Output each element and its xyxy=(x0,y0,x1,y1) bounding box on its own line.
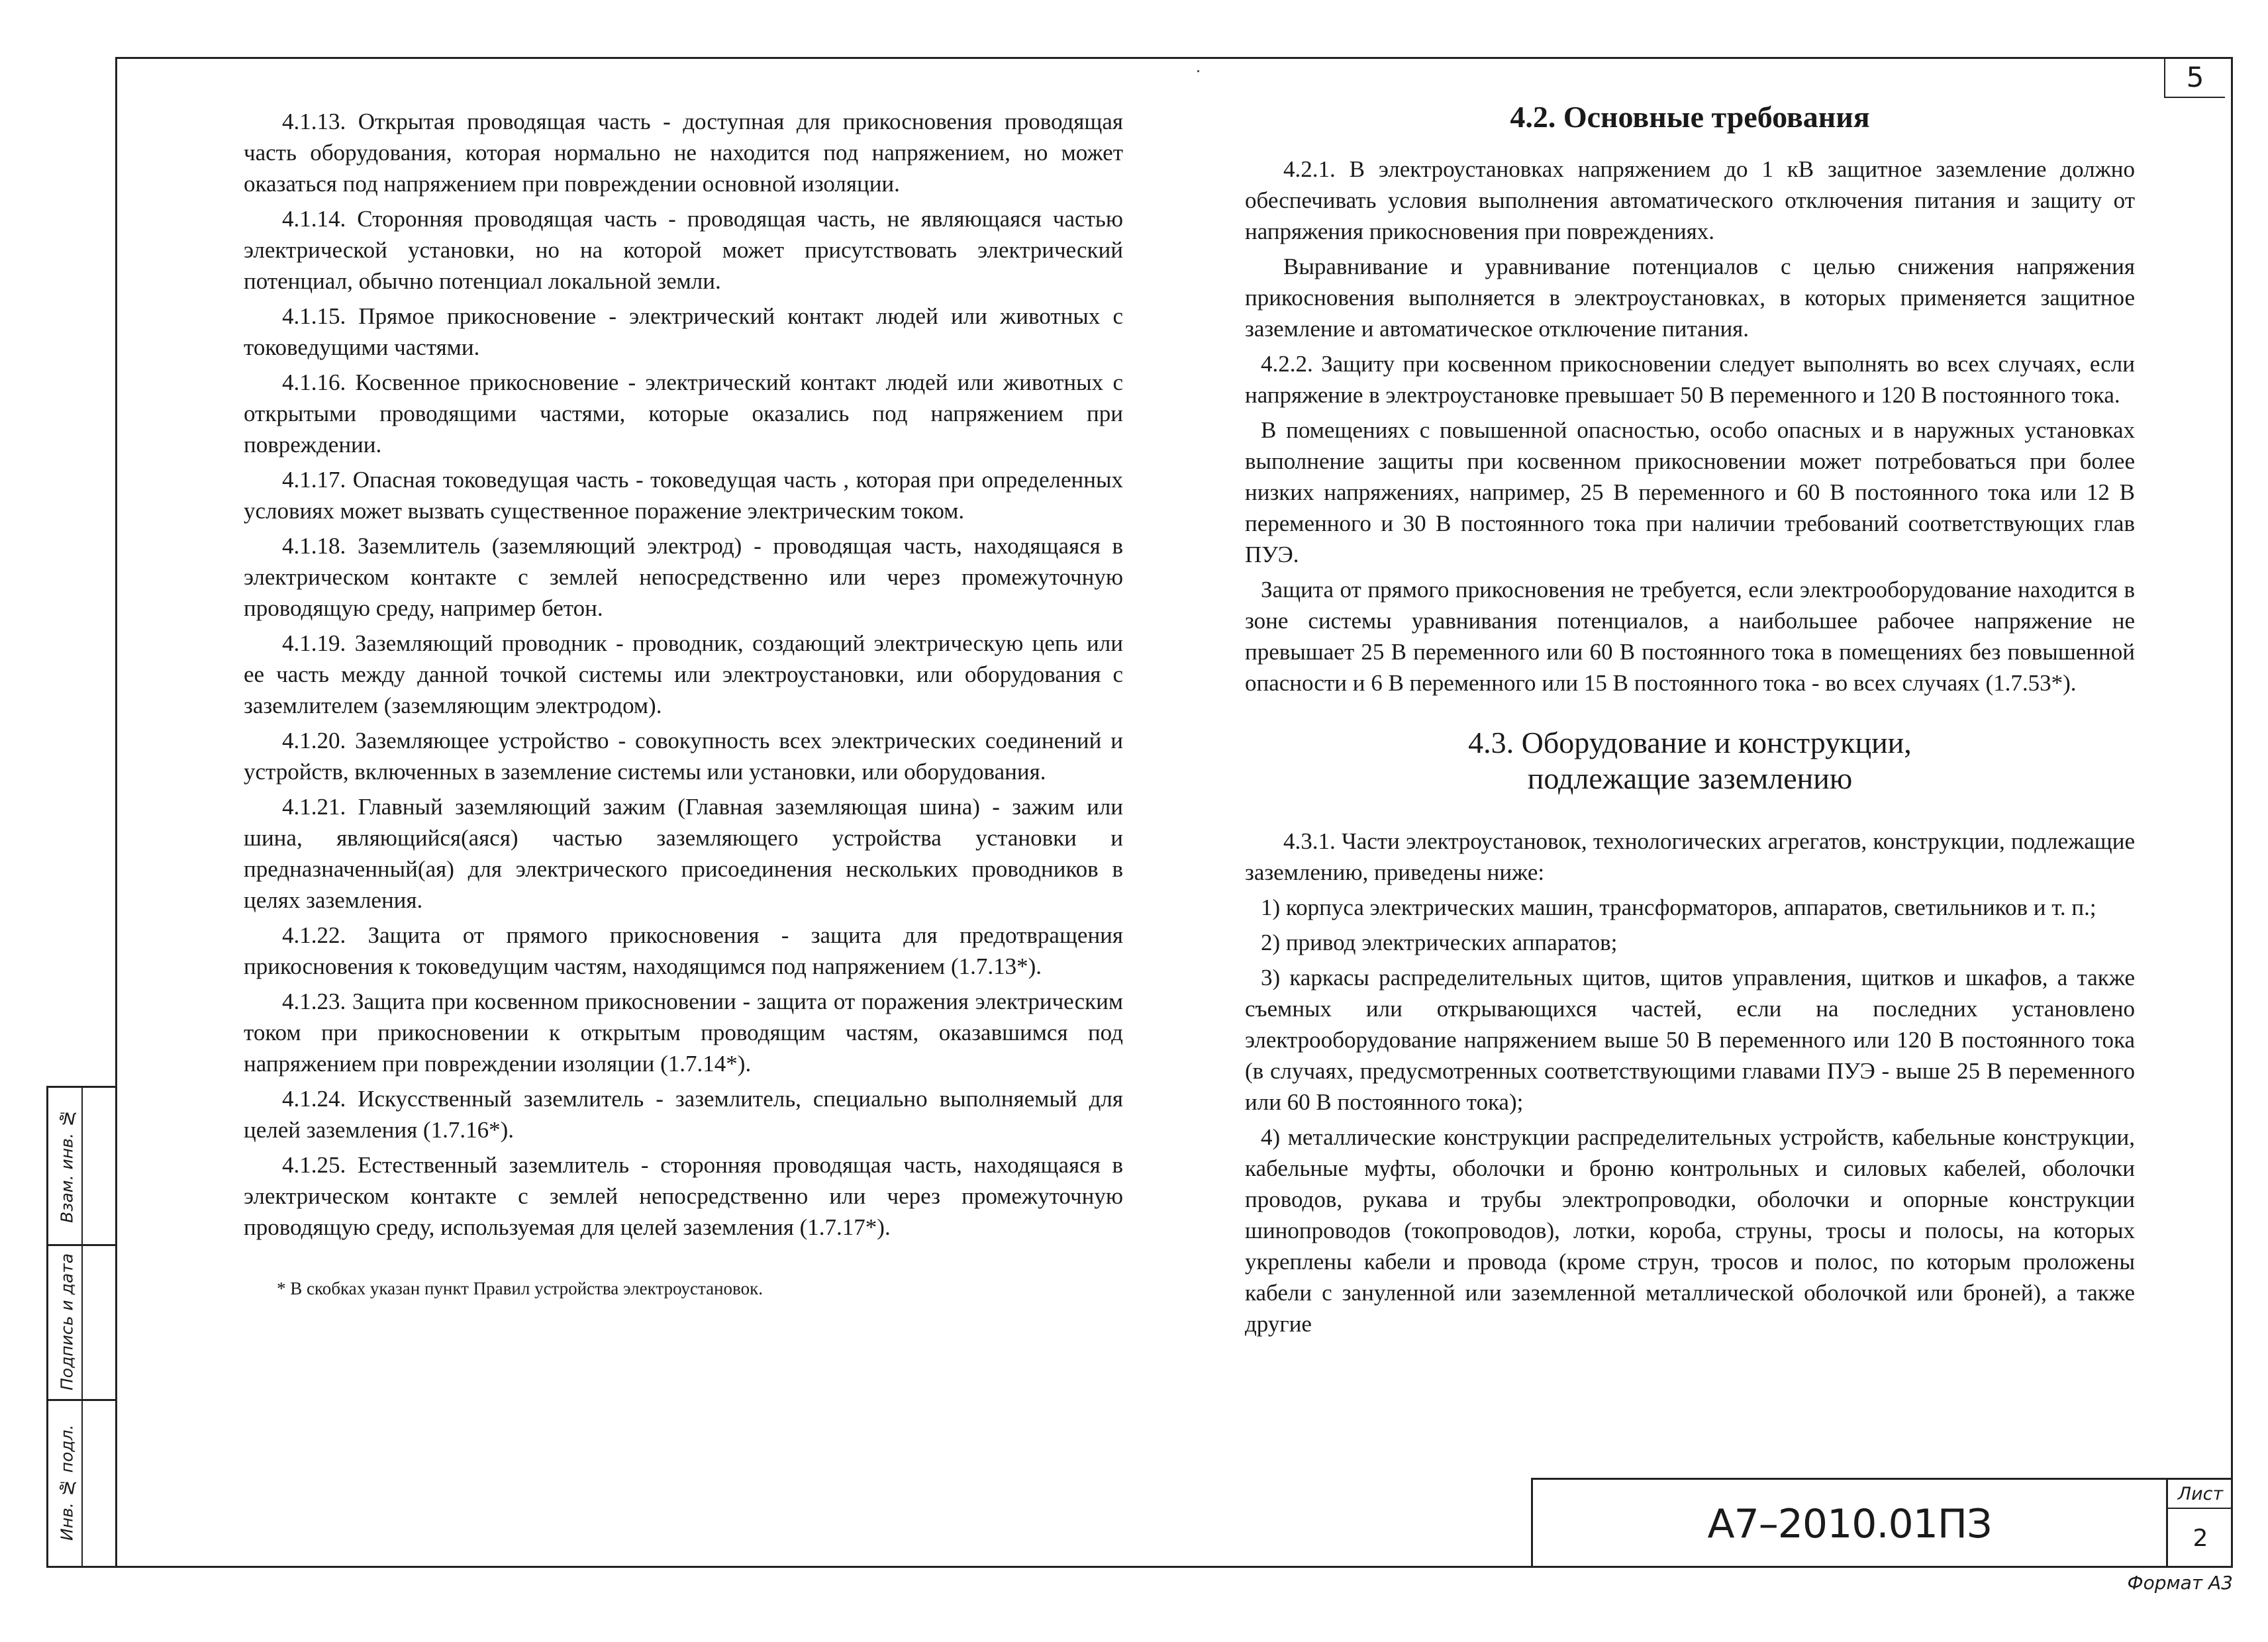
sheet-number-top: 5 xyxy=(2164,57,2225,98)
definition-paragraph: 4.1.22. Защита от прямого прикосновения - защита для предотвращения прикосновения к токоведущим частям, находящимся под напряжением (1.7.13*). xyxy=(244,922,1123,979)
definition-paragraph: 4.1.24. Искусственный заземлитель - заземлитель, специально выполняемый для целей заземления (1.7.16*). xyxy=(244,1086,1123,1143)
definition-paragraph: 4.1.13. Открытая проводящая часть - доступная для прикосновения проводящая часть оборудования, которая нормально не находится под напряжением, но может оказаться под напряжением при повреждении основной изоляции. xyxy=(244,109,1123,197)
stamp-inventory-label: Инв. № подл. xyxy=(57,1424,77,1541)
title-block xyxy=(1531,1478,2233,1568)
section-4-3-heading-line1: 4.3. Оборудование и конструкции, xyxy=(1468,726,1912,759)
definition-paragraph: 4.1.20. Заземляющее устройство - совокупность всех электрических соединений и устройств, включенных в заземление системы или установки, или оборудования. xyxy=(244,728,1123,785)
left-column xyxy=(244,106,1123,1300)
format-label: Формат А3 xyxy=(2127,1572,2233,1594)
side-stamp xyxy=(46,1086,115,1568)
scan-mark xyxy=(1197,70,1199,72)
definition-paragraph: 4.1.23. Защита при косвенном прикосновении - защита от поражения электрическим током при прикосновении к открытым проводящим частям, оказавшимся под напряжением при повреждении изоляции (1.7.14*). xyxy=(244,989,1123,1077)
equipment-list-item: 2) привод электрических аппаратов; xyxy=(1261,930,1618,955)
stamp-vzam-label: Взам. инв. № xyxy=(57,1108,77,1224)
sheet-value: 2 xyxy=(2166,1509,2233,1568)
equipment-list-item: 1) корпуса электрических машин, трансформаторов, аппаратов, светильников и т. п.; xyxy=(1261,894,2096,920)
definition-paragraph: 4.1.18. Заземлитель (заземляющий электрод) - проводящая часть, находящаяся в электрическом контакте с землей непосредственно или через промежуточную проводящую среду, например бетон. xyxy=(244,533,1123,621)
definition-paragraph: 4.1.15. Прямое прикосновение - электрический контакт людей или животных с токоведущими частями. xyxy=(244,303,1123,360)
requirement-paragraph: 4.2.1. В электроустановках напряжением до 1 кВ защитное заземление должно обеспечивать условия выполнения автоматического отключения питания и защиту от напряжения прикосновения при повреждениях. xyxy=(1245,156,2135,244)
section-4-3-heading-line2: подлежащие заземлению xyxy=(1527,761,1853,795)
requirement-paragraph: Защита от прямого прикосновения не требуется, если электрооборудование находится в зоне системы уравнивания потенциалов, а наибольшее рабочее напряжение не превышает 25 В переменного или 60 В постоянного тока в помещениях без повышенной опасности и 6 В переменного или 15 В постоянного тока - во всех случаях (1.7.53*). xyxy=(1245,577,2135,696)
definition-paragraph: 4.1.17. Опасная токоведущая часть - токоведущая часть , которая при определенных условиях может вызвать существенное поражение электрическим током. xyxy=(244,467,1123,524)
section-4-3-heading xyxy=(1245,725,2135,797)
requirement-paragraph: В помещениях с повышенной опасностью, особо опасных и в наружных установках выполнение защиты при косвенном прикосновении может потребоваться при более низких напряжениях, например, 25 В переменного и 60 В постоянного тока или 12 В переменного и 30 В постоянного тока при наличии требований соответствующих глав ПУЭ. xyxy=(1245,417,2135,567)
definition-paragraph: 4.1.14. Сторонняя проводящая часть - проводящая часть, не являющаяся частью электрической установки, но на которой может присутствовать электрический потенциал, обычно потенциал локальной земли. xyxy=(244,206,1123,294)
document-code: А7–2010.01ПЗ xyxy=(1707,1500,1992,1547)
requirement-paragraph: Выравнивание и уравнивание потенциалов с целью снижения напряжения прикосновения выполняется в электроустановках, в которых применяется защитное заземление и автоматическое отключение питания. xyxy=(1245,254,2135,342)
section-4-2-heading: 4.2. Основные требования xyxy=(1510,100,1870,134)
equipment-list-item: 4) металлические конструкции распределительных устройств, кабельные конструкции, кабельные муфты, оболочки и броню контрольных и силовых кабелей, оболочки проводов, рукава и трубы электропроводки, оболочки и опорные конструкции шинопроводов (токопроводов), лотки, короба, струны, тросы и полосы, на которых укреплены кабели и провода (кроме струн, тросов и полос, по которым проложены кабели с зануленной или заземленной металлической оболочкой или броней), а также другие xyxy=(1245,1124,2135,1337)
definition-paragraph: 4.1.19. Заземляющий проводник - проводник, создающий электрическую цепь или ее часть между данной точкой системы или электроустановки, или оборудования с заземлителем (заземляющим электродом). xyxy=(244,630,1123,718)
equipment-paragraph: 4.3.1. Части электроустановок, технологических агрегатов, конструкции, подлежащие заземлению, приведены ниже: xyxy=(1245,828,2135,885)
definition-paragraph: 4.1.25. Естественный заземлитель - сторонняя проводящая часть, находящаяся в электрическом контакте с землей непосредственно или через промежуточную проводящую среду, используемая для целей заземления (1.7.17*). xyxy=(244,1152,1123,1240)
equipment-list-item: 3) каркасы распределительных щитов, щитов управления, щитков и шкафов, а также съемных или открывающихся частей, если на последних установлено электрооборудование напряжением выше 50 В переменного или 120 В постоянного тока (в случаях, предусмотренных соответствующими главами ПУЭ - выше 25 В переменного или 60 В постоянного тока); xyxy=(1245,965,2135,1115)
requirement-paragraph: 4.2.2. Защиту при косвенном прикосновении следует выполнять во всех случаях, если напряжение в электроустановке превышает 50 В переменного и 120 В постоянного тока. xyxy=(1245,351,2135,408)
sheet-label: Лист xyxy=(2166,1480,2233,1509)
stamp-signature-label: Подпись и дата xyxy=(57,1253,77,1390)
footnote: * В скобках указан пункт Правил устройства электроустановок. xyxy=(277,1279,763,1298)
definition-paragraph: 4.1.21. Главный заземляющий зажим (Главная заземляющая шина) - зажим или шина, являющийся(аяся) частью заземляющего устройства установки и предназначенный(ая) для электрического присоединения нескольких проводников в целях заземления. xyxy=(244,794,1123,913)
right-column xyxy=(1245,99,2135,1343)
definition-paragraph: 4.1.16. Косвенное прикосновение - электрический контакт людей или животных с открытыми проводящими частями, которые оказались под напряжением при повреждении. xyxy=(244,369,1123,458)
